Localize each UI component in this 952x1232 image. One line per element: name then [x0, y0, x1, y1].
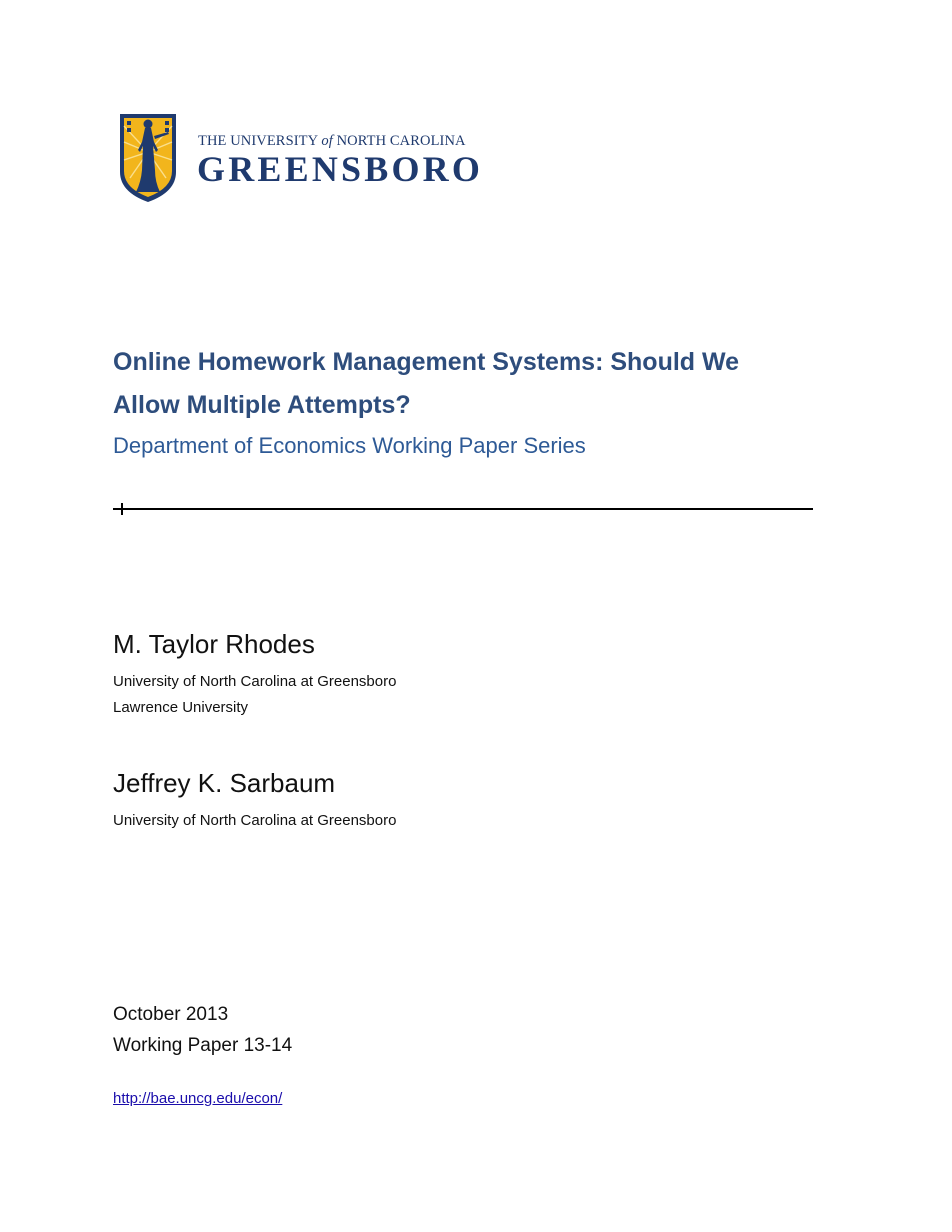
author-1-affiliation-1: University of North Carolina at Greensboro — [113, 673, 397, 690]
econ-department-link[interactable]: http://bae.uncg.edu/econ/ — [113, 1090, 283, 1107]
author-name-1: M. Taylor Rhodes — [113, 629, 315, 659]
title-divider — [113, 508, 813, 510]
publication-date: October 2013 — [113, 1004, 229, 1025]
paper-series: Department of Economics Working Paper Series — [113, 433, 586, 458]
author-1-affiliation-2: Lawrence University — [113, 699, 249, 716]
uncg-logo — [118, 112, 484, 204]
logo-line1-of: of — [321, 133, 333, 149]
paper-title-line1: Online Homework Management Systems: Should We — [113, 348, 740, 376]
paper-title — [113, 341, 833, 427]
author-2-affiliation-1: University of North Carolina at Greensboro — [113, 812, 397, 829]
uncg-shield-emblem — [118, 112, 178, 204]
author-name-2: Jeffrey K. Sarbaum — [113, 768, 336, 798]
paper-title-line2: Allow Multiple Attempts? — [113, 391, 411, 419]
logo-line1-after: NORTH CAROLINA — [332, 133, 466, 149]
logo-greensboro-wordmark: GREENSBORO — [197, 149, 484, 189]
logo-line1-before: THE UNIVERSITY — [198, 133, 322, 149]
divider-tick-mark — [121, 503, 123, 515]
working-paper-number: Working Paper 13-14 — [113, 1035, 293, 1056]
